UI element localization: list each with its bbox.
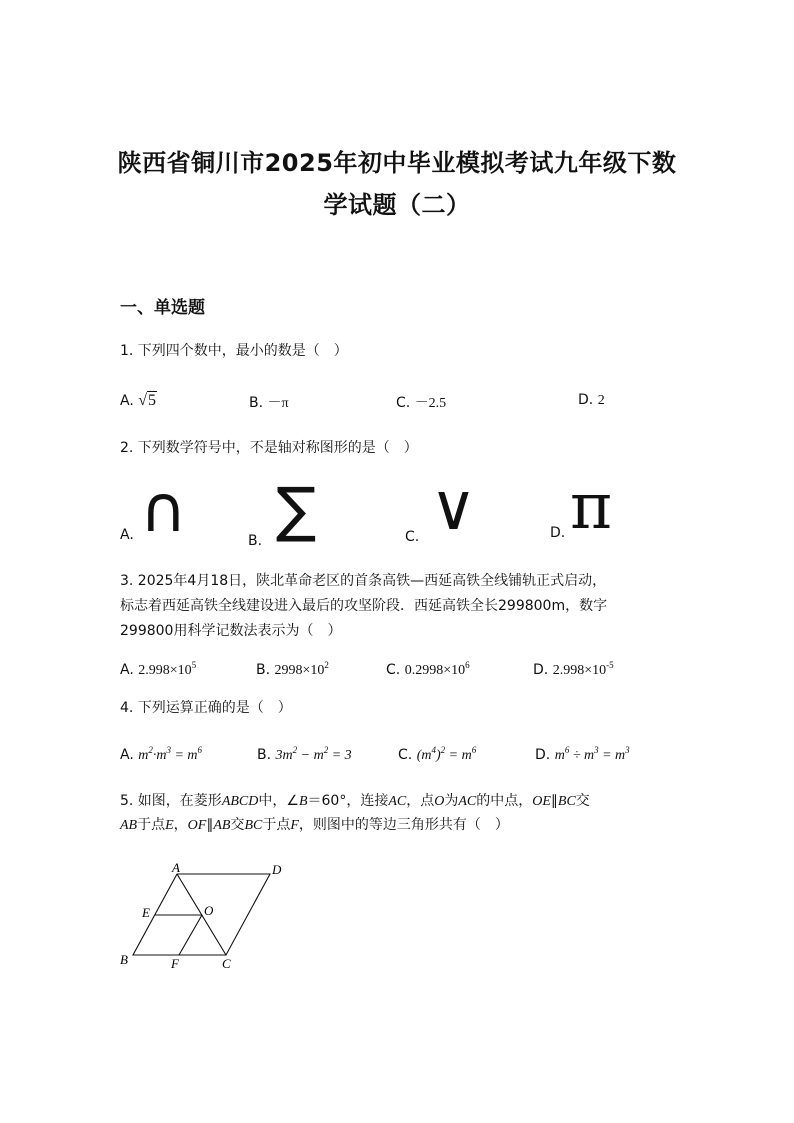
text-segment: 交 (230, 817, 245, 833)
option-label: D. (578, 392, 594, 408)
q2-option-d-label: D. (550, 525, 566, 541)
text-segment: 于点 (137, 817, 166, 833)
math-var: OF (187, 818, 207, 833)
q2-option-b-label: B. (248, 533, 263, 549)
q3-option-c (386, 660, 470, 679)
q2-option-c-label: C. (405, 529, 420, 545)
option-value: 2 (597, 393, 605, 408)
sigma-symbol: ∑ (276, 475, 317, 545)
sci-exponent: 2 (324, 660, 329, 670)
sci-base: 0.2998×10 (404, 663, 466, 678)
expression: $(m^4)^2 = m^6$ (416, 745, 477, 763)
text-segment: 中，∠ (258, 793, 299, 809)
math-var: AC (458, 794, 477, 809)
point-f-label: F (171, 956, 179, 971)
expression: $m^2\cdot m^3 = m^6$ (138, 745, 203, 763)
intersection-symbol: ∩ (140, 473, 187, 547)
point-e-label: E (142, 905, 150, 920)
expression: $3m^2 - m^2 = 3$ (275, 745, 352, 763)
sci-exponent: -5 (606, 660, 614, 670)
q3-option-b (256, 660, 329, 679)
math-var: AB (213, 818, 231, 833)
option-label: D. (533, 662, 549, 678)
parallel-symbol: ∥ (206, 817, 214, 833)
question-3-line1: 3. 2025年4月18日，陕北革命老区的首条高铁—西延高铁全线铺轨正式启动， (120, 573, 607, 589)
text-segment: 的中点， (476, 793, 533, 809)
question-4-stem: 4. 下列运算正确的是（ ） (120, 700, 292, 716)
point-c-label: C (222, 956, 231, 971)
question-3-line3: 299800用科学记数法表示为（ ） (120, 623, 342, 639)
sci-base: 2.998×10 (138, 663, 192, 678)
q1-option-b (249, 392, 289, 412)
q4-option-d (535, 745, 630, 764)
math-var: BC (557, 794, 576, 809)
q4-option-c (398, 745, 476, 764)
text-segment: 于点 (262, 817, 291, 833)
point-a-label: A (172, 860, 180, 875)
rhombus-figure (112, 858, 297, 973)
text-segment: 5. 如图，在菱形 (120, 793, 222, 809)
text-segment: ，则图中的等边三角形共有（ ） (298, 817, 509, 833)
point-d-label: D (272, 862, 282, 877)
page-title-line2: 学试题（二） (323, 191, 471, 219)
question-1-stem: 1. 下列四个数中，最小的数是（ ） (120, 343, 348, 359)
question-5-line2 (120, 814, 509, 837)
sci-exponent: 6 (465, 660, 470, 670)
section-heading: 一、单选题 (120, 298, 205, 318)
option-label: B. (256, 662, 271, 678)
segment-of (179, 915, 202, 955)
math-var: E (165, 818, 174, 833)
math-var: O (434, 794, 445, 809)
point-b-label: B (120, 952, 128, 967)
radicand: 5 (148, 392, 157, 409)
math-var: BC (244, 818, 263, 833)
option-label: C. (386, 662, 401, 678)
q4-option-b (257, 745, 352, 764)
sci-base: 2998×10 (274, 663, 325, 678)
q2-option-a-label: A. (120, 527, 134, 543)
q3-option-a (120, 660, 196, 679)
pi-symbol: π (570, 470, 613, 544)
parallel-symbol: ∥ (550, 793, 558, 809)
text-segment: ， (173, 817, 188, 833)
math-var: B (298, 794, 308, 809)
q1-option-c (396, 392, 446, 412)
question-5-line1 (120, 790, 590, 813)
text-segment: 交 (575, 793, 590, 809)
q1-option-a (120, 392, 157, 410)
math-var: AC (388, 794, 407, 809)
option-label: C. (396, 395, 411, 411)
option-label: B. (257, 747, 272, 763)
math-var: OE (532, 794, 551, 809)
sci-exponent: 5 (191, 660, 197, 670)
sqrt-expression: √5 (138, 392, 157, 409)
option-label: D. (535, 747, 551, 763)
expression: $m^6 \div m^3 = m^3$ (554, 745, 630, 763)
option-value: －2.5 (414, 396, 447, 411)
point-o-label: O (204, 903, 214, 918)
math-var: AB (120, 818, 138, 833)
q1-option-d (578, 392, 605, 409)
math-var: ABCD (221, 794, 259, 809)
q3-option-d (533, 660, 614, 679)
option-label: A. (120, 662, 134, 678)
option-label: C. (398, 747, 413, 763)
logical-or-symbol: ∨ (430, 471, 477, 545)
text-segment: ，点 (406, 793, 435, 809)
sci-base: 2.998×10 (552, 663, 607, 678)
option-label: A. (120, 393, 134, 409)
question-2-stem: 2. 下列数学符号中，不是轴对称图形的是（ ） (120, 440, 418, 456)
option-label: B. (249, 395, 264, 411)
option-label: A. (120, 747, 134, 763)
question-3-line2: 标志着西延高铁全线建设进入最后的攻坚阶段．西延高铁全长299800m，数字 (120, 598, 608, 614)
math-var: F (290, 818, 299, 833)
text-segment: 为 (444, 793, 459, 809)
text-segment: ＝60°，连接 (307, 793, 389, 809)
option-value: －π (267, 396, 289, 411)
page-title-line1: 陕西省铜川市2025年初中毕业模拟考试九年级下数 (117, 149, 677, 177)
q4-option-a (120, 745, 202, 764)
